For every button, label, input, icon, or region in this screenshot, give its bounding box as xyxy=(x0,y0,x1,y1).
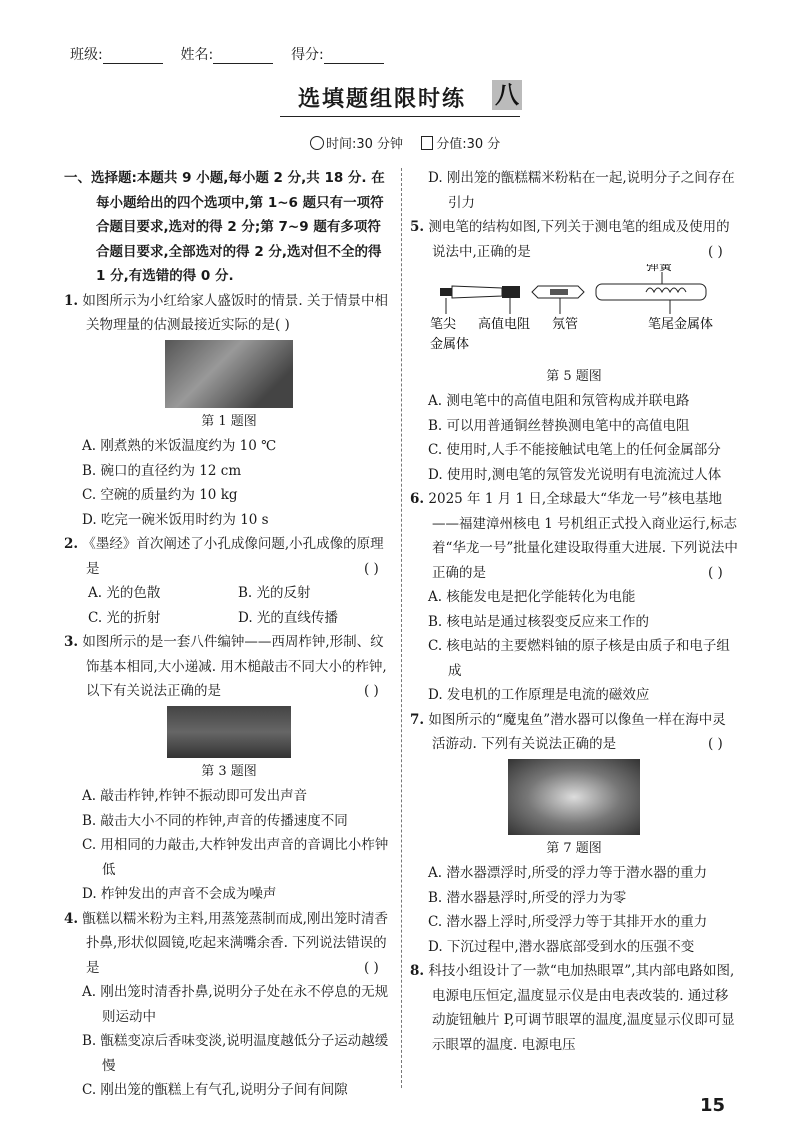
label-spring: 弹簧 xyxy=(646,264,673,274)
q7-option-b[interactable]: B. 潜水器悬浮时,所受的浮力为零 xyxy=(428,889,627,906)
q3-caption: 第 3 题图 xyxy=(201,763,257,779)
q2-option-b[interactable]: B. 光的反射 xyxy=(238,585,311,601)
page-title: 选填题组限时练 xyxy=(298,87,467,112)
q7-caption: 第 7 题图 xyxy=(546,840,602,856)
q6-option-a[interactable]: A. 核能发电是把化学能转化为电能 xyxy=(428,589,636,605)
question-7: 7. 如图所示的“魔鬼鱼”潜水器可以像鱼一样在海中灵活游动. 下列有关说法正确的是 ( ) xyxy=(410,711,726,752)
label-neon: 氖管 xyxy=(552,317,579,332)
total-score: 分值:30 分 xyxy=(436,137,501,152)
clock-icon xyxy=(310,136,324,150)
q7-option-c[interactable]: C. 潜水器上浮时,所受浮力等于其排开水的重力 xyxy=(428,914,708,930)
q7-option-a[interactable]: A. 潜水器漂浮时,所受的浮力等于潜水器的重力 xyxy=(428,865,708,881)
q3-photo xyxy=(167,706,291,758)
q5-tester-diagram xyxy=(410,264,738,356)
q1-caption: 第 1 题图 xyxy=(201,413,257,429)
label-tail: 笔尾金属体 xyxy=(648,317,714,332)
q6-option-d[interactable]: D. 发电机的工作原理是电流的磁效应 xyxy=(428,687,650,703)
q1-photo xyxy=(165,340,293,408)
section-instructions: 一、选择题:本题共 9 小题,每小题 2 分,共 18 分. 在每小题给出的四个选项中,第 1~6 题只有一项符合题目要求,选对的得 2 分;第 7~9 题有多项符合题目要求,全部选对的得 2 分,选对但不全的得 1 分,有选错的得 0 分. xyxy=(64,170,385,284)
q7-photo xyxy=(508,759,640,835)
q1-option-d[interactable]: D. 吃完一碗米饭用时约为 10 s xyxy=(82,511,269,528)
question-2: 2. 《墨经》首次阐述了小孔成像问题,小孔成像的原理是 ( ) xyxy=(64,536,384,577)
q6-option-c[interactable]: C. 核电站的主要燃料铀的原子核是由质子和电子组成 xyxy=(428,638,730,679)
title-block xyxy=(280,82,520,114)
q4-option-a[interactable]: A. 刚出笼时清香扑鼻,说明分子处在永不停息的无规则运动中 xyxy=(82,984,389,1025)
page-number: 15 xyxy=(700,1095,726,1116)
q5-caption: 第 5 题图 xyxy=(546,368,602,384)
q3-option-a[interactable]: A. 敲击柞钟,柞钟不振动即可发出声音 xyxy=(82,788,308,804)
label-resistor: 高值电阻 xyxy=(478,317,531,332)
name-field[interactable] xyxy=(213,47,273,64)
q3-option-c[interactable]: C. 用相同的力敲击,大柞钟发出声音的音调比小柞钟低 xyxy=(82,837,389,878)
title-underline xyxy=(280,116,520,117)
question-1: 1. 如图所示为小红给家人盛饭时的情景. 关于情景中相关物理量的估测最接近实际的是( ) xyxy=(64,292,388,333)
q3-option-d[interactable]: D. 柞钟发出的声音不会成为噪声 xyxy=(82,886,277,902)
q5-option-d[interactable]: D. 使用时,测电笔的氖管发光说明有电流流过人体 xyxy=(428,466,722,483)
q2-option-a[interactable]: A. 光的色散 xyxy=(88,585,161,601)
score-label: 得分: xyxy=(291,47,324,63)
q7-option-d[interactable]: D. 下沉过程中,潜水器底部受到水的压强不变 xyxy=(428,938,695,955)
q5-option-c[interactable]: C. 使用时,人手不能接触试电笔上的任何金属部分 xyxy=(428,442,721,458)
q6-option-b[interactable]: B. 核电站是通过核裂变反应来工作的 xyxy=(428,613,650,630)
q2-option-c[interactable]: C. 光的折射 xyxy=(88,609,161,626)
class-label: 班级: xyxy=(70,47,103,63)
q1-option-b[interactable]: B. 碗口的直径约为 12 cm xyxy=(82,462,242,479)
name-label: 姓名: xyxy=(180,47,214,63)
time-limit: 时间:30 分钟 xyxy=(326,137,404,152)
q1-option-a[interactable]: A. 刚煮熟的米饭温度约为 10 ℃ xyxy=(82,438,277,454)
left-column xyxy=(64,166,394,1103)
exam-meta xyxy=(310,133,500,152)
q4-option-c[interactable]: C. 刚出笼的甑糕上有气孔,说明分子间有间隙 xyxy=(82,1082,348,1098)
question-4: 4. 甑糕以糯米粉为主料,用蒸笼蒸制而成,刚出笼时清香扑鼻,形状似圆镜,吃起来满嘴余香. 下列说法错误的是 ( ) xyxy=(64,910,388,976)
question-3: 3. 如图所示的是一套八件编钟——西周柞钟,形制、纹饰基本相同,大小递减. 用木槌敲击不同大小的柞钟,以下有关说法正确的是 ( ) xyxy=(64,634,387,699)
student-info-header xyxy=(70,44,384,64)
q4-option-b[interactable]: B. 甑糕变凉后香味变淡,说明温度越低分子运动越缓慢 xyxy=(82,1033,389,1074)
q4-option-d[interactable]: D. 刚出笼的甑糕糯米粉粘在一起,说明分子之间存在引力 xyxy=(428,170,735,211)
label-tip: 笔尖 xyxy=(430,317,457,332)
question-8: 8. 科技小组设计了一款“电加热眼罩”,其内部电路如图,电源电压恒定,温度显示仪是由电表改装的. 通过移动旋钮触片 P,可调节眼罩的温度,温度显示仪即可显示眼罩的温度. 电源电压 xyxy=(410,963,735,1053)
q5-option-a[interactable]: A. 测电笔中的高值电阻和氖管构成并联电路 xyxy=(428,393,690,409)
class-field[interactable] xyxy=(103,47,163,64)
score-field[interactable] xyxy=(324,47,384,64)
right-column xyxy=(410,166,738,1057)
question-5: 5. 测电笔的结构如图,下列关于测电笔的组成及使用的说法中,正确的是 ( ) xyxy=(410,219,730,260)
q2-option-d[interactable]: D. 光的直线传播 xyxy=(238,609,338,626)
column-divider xyxy=(401,168,402,1088)
label-tip-metal: 金属体 xyxy=(430,337,470,352)
question-6: 6. 2025 年 1 月 1 日,全球最大“华龙一号”核电基地——福建漳州核电 1 号机组正式投入商业运行,标志着“华龙一号”批量化建设取得重大进展. 下列说法中正确的是 ( ) xyxy=(410,491,738,581)
q1-option-c[interactable]: C. 空碗的质量约为 10 kg xyxy=(82,487,238,503)
score-sheet-icon xyxy=(421,136,433,150)
q3-option-b[interactable]: B. 敲击大小不同的柞钟,声音的传播速度不同 xyxy=(82,812,348,829)
q2-options-row1 xyxy=(64,581,394,606)
q5-option-b[interactable]: B. 可以用普通铜丝替换测电笔中的高值电阻 xyxy=(428,417,690,434)
q2-options-row2 xyxy=(64,606,394,631)
title-badge: 八 xyxy=(492,80,522,110)
